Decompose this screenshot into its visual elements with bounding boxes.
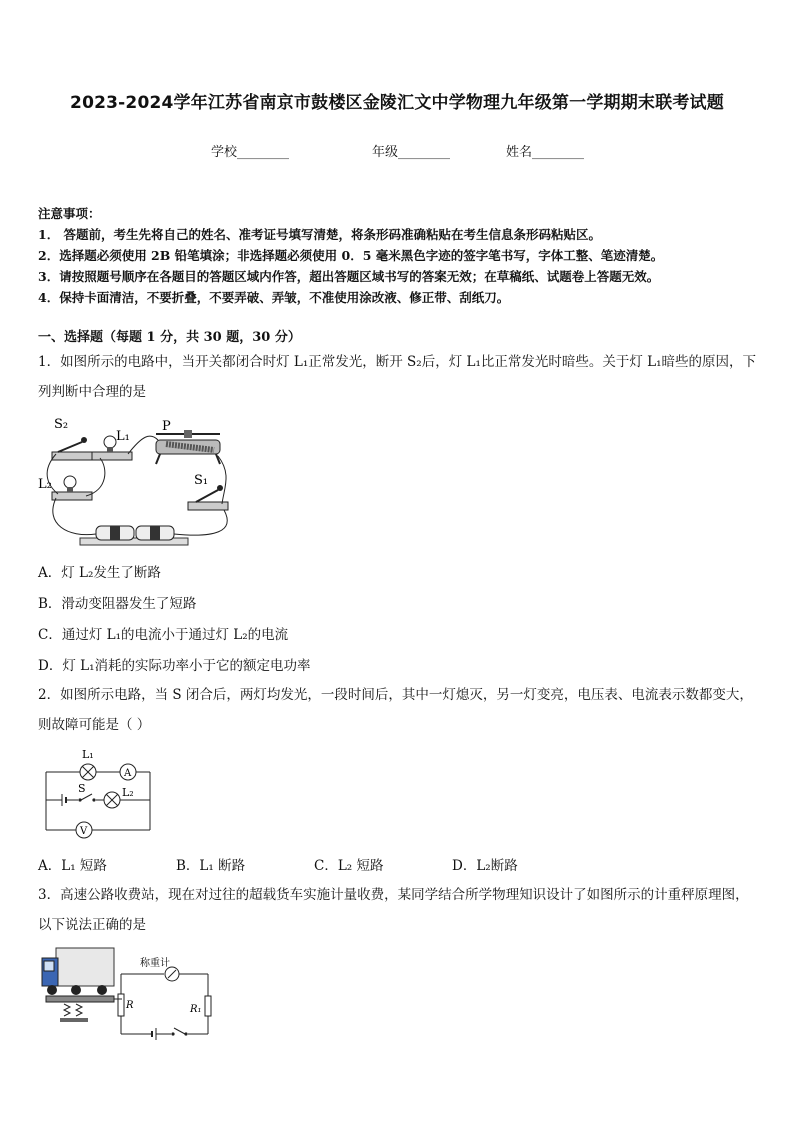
notes-heading: 注意事项： <box>38 206 101 221</box>
label-l2: L₂ <box>122 786 134 799</box>
note-item-3: 3．请按照题号顺序在各题目的答题区域内作答，超出答题区域书写的答案无效；在草稿纸、试题卷上答题无效。 <box>38 269 660 284</box>
label-l2: L₂ <box>38 477 52 492</box>
label-switch: S <box>78 782 86 795</box>
question-1-option-c: C．通过灯 L₁的电流小于通过灯 L₂的电流 <box>38 627 289 643</box>
exam-title: 2023-2024学年江苏省南京市鼓楼区金陵汇文中学物理九年级第一学期期末联考试题 <box>70 93 724 113</box>
question-2-option-b: B．L₁ 断路 <box>176 858 246 874</box>
section-heading: 一、选择题（每题 1 分，共 30 题，30 分） <box>38 330 301 345</box>
question-1-option-b: B．滑动变阻器发生了短路 <box>38 596 197 612</box>
label-s2: S₂ <box>54 417 69 432</box>
question-2-stem: 2．如图所示电路，当 S 闭合后，两灯均发光，一段时间后，其中一灯熄灭，另一灯变亮，电压表、电流表示数都变大，则故障可能是（ ） <box>38 687 753 733</box>
question-1-circuit-figure <box>38 414 238 550</box>
note-item-2: 2．选择题必须使用 2B 铅笔填涂；非选择题必须使用 0．5 毫米黑色字迹的签字笔书写，字体工整、笔迹清楚。 <box>38 248 664 263</box>
question-1-stem: 1．如图所示的电路中，当开关都闭合时灯 L₁正常发光，断开 S₂后，灯 L₁比正常发光时暗些。关于灯 L₁暗些的原因，下列判断中合理的是 <box>38 354 757 400</box>
note-item-1: 1． 答题前，考生先将自己的姓名、准考证号填写清楚，将条形码准确粘贴在考生信息条形码粘贴区。 <box>38 227 602 242</box>
question-2-option-c: C．L₂ 短路 <box>314 858 384 874</box>
question-2-circuit-figure <box>40 744 156 840</box>
label-l1: L₁ <box>116 429 130 444</box>
school-field: 学校________ <box>211 145 290 160</box>
grade-field: 年级________ <box>372 145 451 160</box>
label-r1: R₁ <box>190 1004 202 1015</box>
label-l1: L₁ <box>82 748 94 761</box>
question-1-option-a: A．灯 L₂发生了断路 <box>38 565 161 581</box>
name-field: 姓名________ <box>506 145 585 160</box>
label-ammeter: A <box>124 768 132 779</box>
label-p: P <box>162 419 171 434</box>
question-2-option-a: A．L₁ 短路 <box>38 858 107 874</box>
label-meter: 称重计 <box>140 958 170 969</box>
notes-block <box>38 203 768 308</box>
label-voltmeter: V <box>80 826 88 837</box>
label-r: R <box>126 1000 134 1011</box>
question-1-option-d: D．灯 L₁消耗的实际功率小于它的额定电功率 <box>38 658 311 674</box>
label-s1: S₁ <box>194 473 209 488</box>
question-3-stem: 3．高速公路收费站，现在对过往的超载货车实施计量收费，某同学结合所学物理知识设计了如图所示的计重秤原理图，以下说法正确的是 <box>38 887 749 933</box>
question-3-scale-figure <box>40 946 216 1040</box>
note-item-4: 4．保持卡面清洁，不要折叠，不要弄破、弄皱，不准使用涂改液、修正带、刮纸刀。 <box>38 290 510 305</box>
question-2-option-d: D．L₂断路 <box>452 858 518 874</box>
